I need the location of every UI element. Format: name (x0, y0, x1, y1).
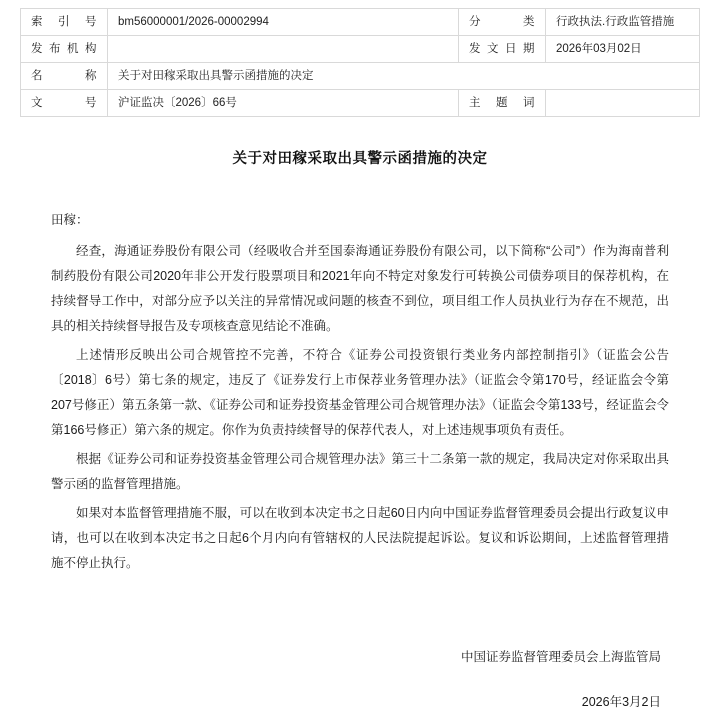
meta-value-publish-date: 2026年03月02日 (546, 36, 700, 63)
table-row (21, 90, 700, 117)
meta-value-name: 关于对田稼采取出具警示函措施的决定 (108, 63, 700, 90)
meta-value-subject-words (546, 90, 700, 117)
page-title: 关于对田稼采取出具警示函措施的决定 (232, 151, 488, 167)
table-row (21, 9, 700, 36)
meta-value-document-number: 沪证监决〔2026〕66号 (108, 90, 459, 117)
issuing-authority: 中国证券监督管理委员会上海监管局 (460, 650, 661, 664)
meta-value-index-number: bm56000001/2026-00002994 (108, 9, 459, 36)
meta-value-category: 行政执法.行政监管措施 (546, 9, 700, 36)
meta-label-name: 名 称 (21, 63, 108, 90)
body-paragraph-1: 经查，海通证券股份有限公司（经吸收合并至国泰海通证券股份有限公司，以下简称“公司”）作为海南普利制药股份有限公司2020年非公开发行股票项目和2021年向不特定对象发行可转换公司债券项目的保荐机构，在持续督导工作中，对部分应予以关注的异常情况或问题的核查不到位，项目组工作人员执业行为存在不规范，出具的相关持续督导报告及专项核查意见结论不准确。 (51, 244, 669, 333)
table-row (21, 36, 700, 63)
meta-value-publisher (108, 36, 459, 63)
salutation: 田稼： (51, 213, 89, 227)
metadata-table (20, 8, 700, 117)
body-paragraph-2: 上述情形反映出公司合规管控不完善，不符合《证券公司投资银行类业务内部控制指引》（证监会公告〔2018〕6号）第七条的规定，违反了《证券发行上市保荐业务管理办法》（证监会令第170号，经证监会令第207号修正）第五条第一款、《证券公司和证券投资基金管理公司合规管理办法》（证监会令第133号，经证监会令第166号修正）第六条的规定。你作为负责持续督导的保荐代表人，对上述违规事项负有责任。 (51, 348, 669, 437)
meta-label-subject-words: 主 题 词 (459, 90, 546, 117)
meta-label-publish-date: 发文日期 (459, 36, 546, 63)
issue-date: 2026年3月2日 (581, 694, 661, 709)
meta-label-category: 分 类 (459, 9, 546, 36)
meta-label-index-number: 索 引 号 (21, 9, 108, 36)
table-row (21, 63, 700, 90)
document-body (51, 117, 669, 715)
meta-label-document-number: 文 号 (21, 90, 108, 117)
document-page (0, 8, 720, 709)
meta-label-publisher: 发布机构 (21, 36, 108, 63)
body-paragraph-3: 根据《证券公司和证券投资基金管理公司合规管理办法》第三十二条第一款的规定，我局决定对你采取出具警示函的监督管理措施。 (51, 452, 669, 491)
body-paragraph-4: 如果对本监督管理措施不服，可以在收到本决定书之日起60日内向中国证券监督管理委员会提出行政复议申请，也可以在收到本决定书之日起6个月内向有管辖权的人民法院提起诉讼。复议和诉讼期间，上述监督管理措施不停止执行。 (51, 506, 669, 570)
